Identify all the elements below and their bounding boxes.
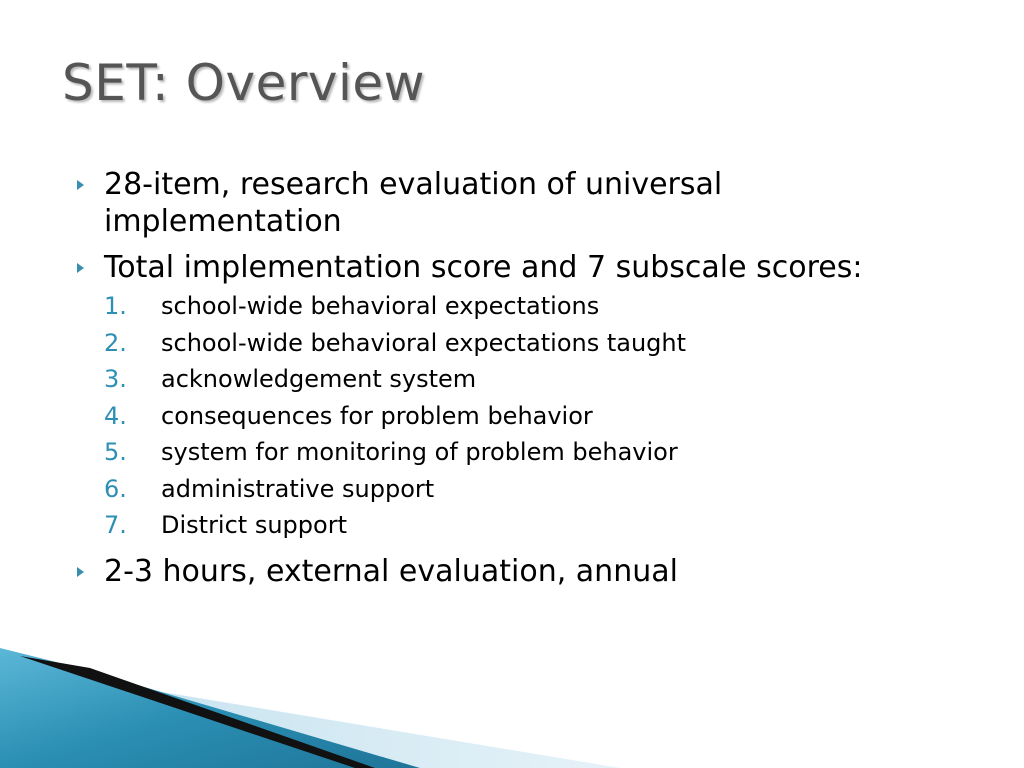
- list-item: [104, 434, 894, 471]
- list-number: 5.: [104, 438, 127, 466]
- subscale-list: [104, 288, 894, 544]
- list-item: [104, 288, 894, 325]
- light-wedge-shape: [0, 650, 620, 768]
- list-number: 7.: [104, 511, 127, 539]
- list-item-text: District support: [161, 511, 347, 539]
- bullet-item: [74, 249, 894, 544]
- bullet-item: [74, 553, 894, 590]
- triangle-right-icon: [77, 180, 84, 190]
- list-item-text: consequences for problem behavior: [161, 401, 593, 430]
- triangle-right-icon: [77, 567, 84, 577]
- list-item: [104, 325, 894, 362]
- list-item-text: school-wide behavioral expectations: [161, 292, 600, 320]
- list-item-text: school-wide behavioral expectations taught: [161, 328, 687, 357]
- list-number: 2.: [104, 328, 127, 357]
- list-item: [104, 471, 894, 508]
- triangle-right-icon: [77, 263, 84, 273]
- list-item: [104, 398, 894, 435]
- black-stripe-shape: [20, 656, 375, 768]
- list-item-text: acknowledgement system: [161, 365, 477, 393]
- slide-content: [74, 166, 894, 599]
- list-item-text: administrative support: [161, 474, 435, 503]
- bullet-item: [74, 166, 894, 240]
- list-number: 6.: [104, 474, 127, 503]
- slide-title: SET: Overview: [62, 54, 426, 112]
- list-number: 4.: [104, 401, 127, 430]
- list-number: 3.: [104, 365, 127, 393]
- bullet-text: 28-item, research evaluation of universal implementation: [104, 167, 723, 239]
- list-item-text: system for monitoring of problem behavior: [161, 438, 678, 466]
- bullet-text: Total implementation score and 7 subscale scores:: [104, 250, 863, 285]
- list-item: [104, 507, 894, 544]
- list-number: 1.: [104, 292, 127, 320]
- blue-wedge-shape: [0, 648, 420, 768]
- bullet-text: 2-3 hours, external evaluation, annual: [104, 553, 678, 589]
- list-item: [104, 361, 894, 398]
